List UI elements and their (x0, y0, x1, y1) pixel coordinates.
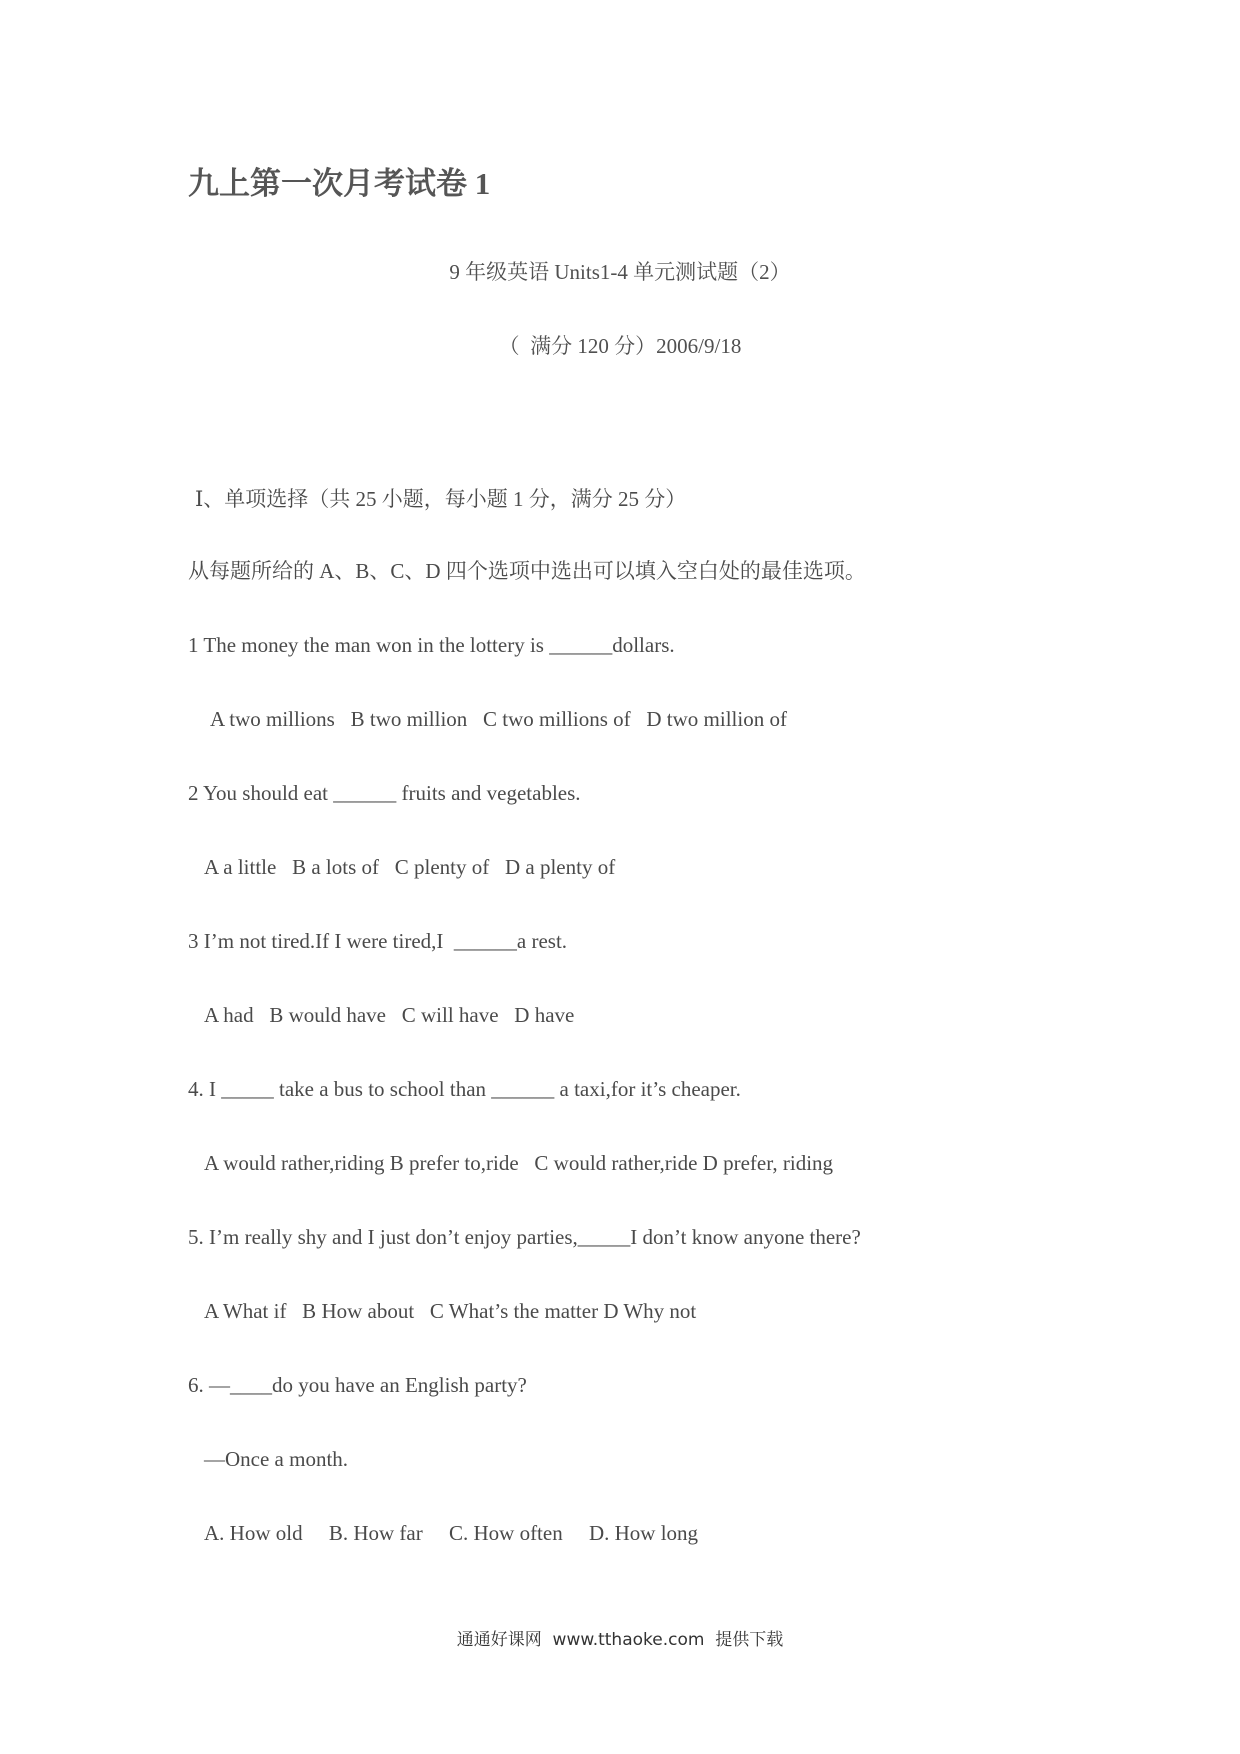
question-4-text: 4. I _____ take a bus to school than ______ a taxi,for it’s cheaper. (188, 1077, 741, 1101)
question-2-options: A a little B a lots of C plenty of D a plenty of (204, 855, 616, 879)
document-subtitle: 9 年级英语 Units1-4 单元测试题（2） (449, 260, 791, 284)
section-instruction: 从每题所给的 A、B、C、D 四个选项中选出可以填入空白处的最佳选项。 (188, 559, 866, 583)
question-5-text: 5. I’m really shy and I just don’t enjoy parties,_____I don’t know anyone there? (188, 1225, 861, 1249)
document-title: 九上第一次月考试卷 1 (188, 166, 491, 201)
question-6-answer: —Once a month. (204, 1447, 349, 1471)
question-6-text: 6. —____do you have an English party? (188, 1373, 527, 1397)
footer-watermark: 通通好课网 www.tthaoke.com 提供下载 (456, 1630, 784, 1650)
section-heading: Ⅰ、单项选择（共 25 小题，每小题 1 分，满分 25 分） (195, 487, 687, 511)
question-1-text: 1 The money the man won in the lottery is ______dollars. (188, 633, 675, 657)
question-6-options: A. How old B. How far C. How often D. How long (204, 1521, 699, 1545)
score-and-date: （ 满分 120 分）2006/9/18 (498, 334, 742, 358)
question-5-options: A What if B How about C What’s the matter D Why not (204, 1299, 697, 1323)
question-1-options: A two millions B two million C two millions of D two million of (210, 707, 787, 731)
question-2-text: 2 You should eat ______ fruits and vegetables. (188, 781, 581, 805)
question-4-options: A would rather,riding B prefer to,ride C would rather,ride D prefer, riding (204, 1151, 834, 1175)
question-3-text: 3 I’m not tired.If I were tired,I ______a rest. (188, 929, 568, 953)
question-3-options: A had B would have C will have D have (204, 1003, 575, 1027)
